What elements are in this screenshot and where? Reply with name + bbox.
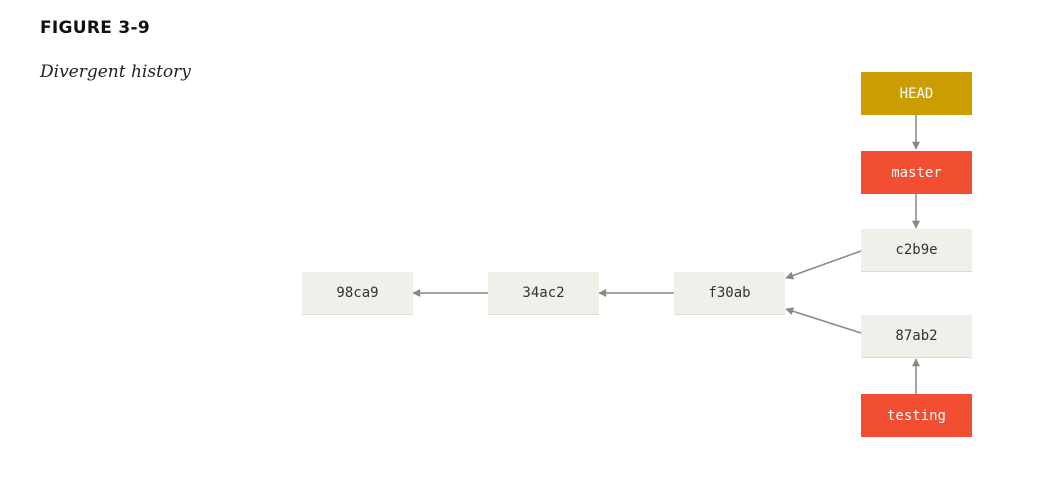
arrow-c2b9e-to-f30ab bbox=[786, 251, 861, 278]
branch-master: master bbox=[861, 151, 972, 194]
commit-87ab2: 87ab2 bbox=[861, 315, 972, 358]
branch-testing: testing bbox=[861, 394, 972, 437]
commit-34ac2: 34ac2 bbox=[488, 272, 599, 315]
commit-f30ab: f30ab bbox=[674, 272, 785, 315]
figure-caption: Divergent history bbox=[40, 62, 191, 82]
commit-c2b9e: c2b9e bbox=[861, 229, 972, 272]
arrow-87ab2-to-f30ab bbox=[786, 309, 861, 333]
figure-label: FIGURE 3-9 bbox=[40, 18, 151, 38]
commit-98ca9: 98ca9 bbox=[302, 272, 413, 315]
head-pointer: HEAD bbox=[861, 72, 972, 115]
